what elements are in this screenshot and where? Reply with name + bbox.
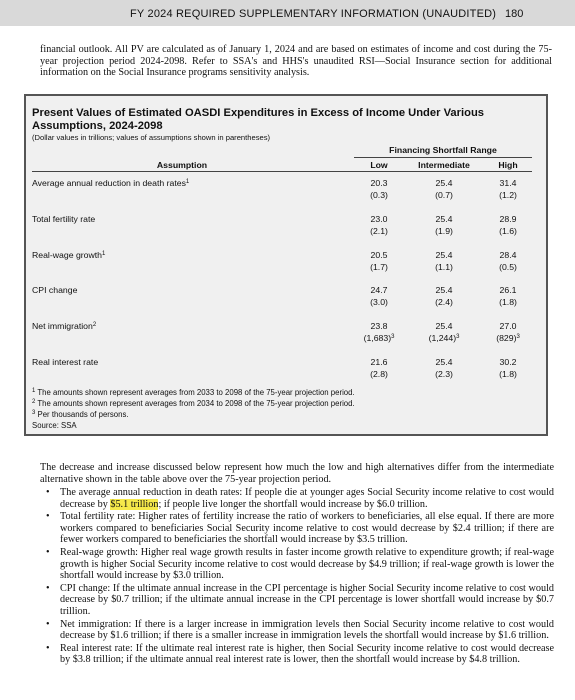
header-rule (32, 171, 532, 172)
cell-low: 23.8 $(1,683)^3$ (363, 321, 395, 343)
cell-low: 21.6 (2.8) (370, 357, 388, 379)
footnote-3: $^3$ Per thousands of persons. (32, 410, 129, 419)
cell-intermediate: 25.4 (2.4) (435, 285, 453, 307)
table-row (26, 214, 546, 244)
row-label: Average annual reduction in death rates$^1$ (32, 178, 190, 188)
table-subtitle: (Dollar values in trillions; values of assumptions shown in parentheses) (32, 133, 271, 142)
cell-intermediate: 25.4 (2.3) (435, 357, 453, 379)
bullet-dot-icon: • (46, 546, 50, 558)
body-paragraph: The decrease and increase discussed below represent how much the low and high alternatives differ from the intermediate alternative shown in the table above over the 75-year projection period. (40, 462, 554, 485)
bullet-dot-icon: • (46, 487, 50, 498)
financing-shortfall-header: Financing Shortfall Range (389, 145, 497, 155)
cell-low: 20.3 (0.3) (370, 178, 388, 200)
table-row (26, 285, 546, 315)
cell-intermediate: 25.4 (0.7) (435, 178, 453, 200)
cell-high: 28.4 (0.5) (499, 250, 517, 272)
bullet-dot-icon: • (46, 582, 50, 594)
col-intermediate: Intermediate (418, 160, 470, 170)
cell-high: 31.4 (1.2) (499, 178, 517, 200)
cell-high: 28.9 (1.6) (499, 214, 517, 236)
row-label: Total fertility rate (32, 214, 96, 224)
cell-high: 30.2 (1.8) (499, 357, 517, 379)
page-number: 180 (505, 8, 524, 20)
bullet-dot-icon: • (46, 618, 50, 630)
highlighted-value: $5.1 trillion (110, 498, 159, 510)
bullet-item: • Real-wage growth: Higher real wage growth results in faster income growth relative to expenditure growth; if real-wage growth is higher Social Security income relative to cost would decrease by $4.9 trillion; if real-wage growth is lower the shortfall would increase by $3.0 trillion. (46, 546, 554, 582)
bullet-dot-icon: • (46, 642, 50, 654)
group-header-rule (354, 157, 532, 158)
row-label: Real-wage growth$^1$ (32, 250, 106, 260)
cell-high: 27.0 $(829)^3$ (496, 321, 520, 343)
table-row (26, 357, 546, 387)
table-row (26, 250, 546, 280)
row-label: Net immigration$^2$ (32, 321, 97, 331)
table-row (26, 321, 546, 351)
sensitivity-table (24, 94, 548, 436)
bullet-item: • Net immigration: If there is a larger increase in immigration levels then Social Security income relative to cost would decrease by $1.6 trillion; if there is a smaller increase in immigration levels the shortfall would increase by $1.6 trillion. (46, 618, 554, 642)
bullet-item: • The average annual reduction in death rates: If people die at younger ages Social Security income relative to cost would decrease by $5.1 trillion; if people live longer the shortfall would increase by $6.0 trillion. (46, 487, 554, 510)
col-low: Low (370, 160, 388, 170)
cell-intermediate: 25.4 (1.9) (435, 214, 453, 236)
cell-high: 26.1 (1.8) (499, 285, 517, 307)
footnote-1: $^1$ The amounts shown represent averages from 2033 to 2098 of the 75-year projection period. (32, 388, 355, 397)
table-row (26, 178, 546, 208)
row-label: CPI change (32, 285, 78, 295)
col-high: High (498, 160, 518, 170)
row-label: Real interest rate (32, 357, 99, 367)
bullet-list (46, 487, 554, 667)
cell-intermediate: 25.4 (1.1) (435, 250, 453, 272)
table-title: Present Values of Estimated OASDI Expenditures in Excess of Income Under Various Assumptions, 2024-2098 (32, 107, 484, 132)
table-source: Source: SSA (32, 421, 77, 430)
cell-low: 20.5 (1.7) (370, 250, 388, 272)
header-title: FY 2024 REQUIRED SUPPLEMENTARY INFORMATION (UNAUDITED) (130, 8, 497, 20)
footnote-2: $^2$ The amounts shown represent averages from 2034 to 2098 of the 75-year projection period. (32, 399, 355, 408)
bullet-item: • CPI change: If the ultimate annual increase in the CPI percentage is higher Social Security income relative to cost would decrease by $0.7 trillion; if the ultimate annual increase in the CPI percentage is lower shortfall would increase by $0.7 trillion. (46, 582, 554, 617)
col-assumption: Assumption (156, 160, 208, 170)
cell-intermediate: 25.4 $(1,244)^3$ (428, 321, 460, 343)
page-header (0, 0, 575, 26)
bullet-item: • Real interest rate: If the ultimate real interest rate is higher, then Social Security income relative to cost would decrease by $3.8 trillion; if the ultimate annual real interest rate is lower, then the shortfall would increase by $4.8 trillion. (46, 642, 554, 666)
intro-paragraph: financial outlook. All PV are calculated as of January 1, 2024 and are based on estimates of income and cost during the 75-year projection period 2024-2098. Refer to SSA's and HHS's unaudited RSI—Social Insurance section for additional information on the Social Insurance programs sensitivity analysis. (40, 44, 552, 79)
cell-low: 23.0 (2.1) (370, 214, 388, 236)
bullet-dot-icon: • (46, 511, 50, 523)
bullet-item: • Total fertility rate: Higher rates of fertility increase the ratio of workers to beneficiaries, all else equal. If there are more workers compared to beneficiaries Social Security income relative to cost would decrease by $2.4 trillion; if there are fewer workers compared to beneficiaries the shortfall would increase by $3.5 trillion. (46, 511, 554, 546)
cell-low: 24.7 (3.0) (370, 285, 388, 307)
